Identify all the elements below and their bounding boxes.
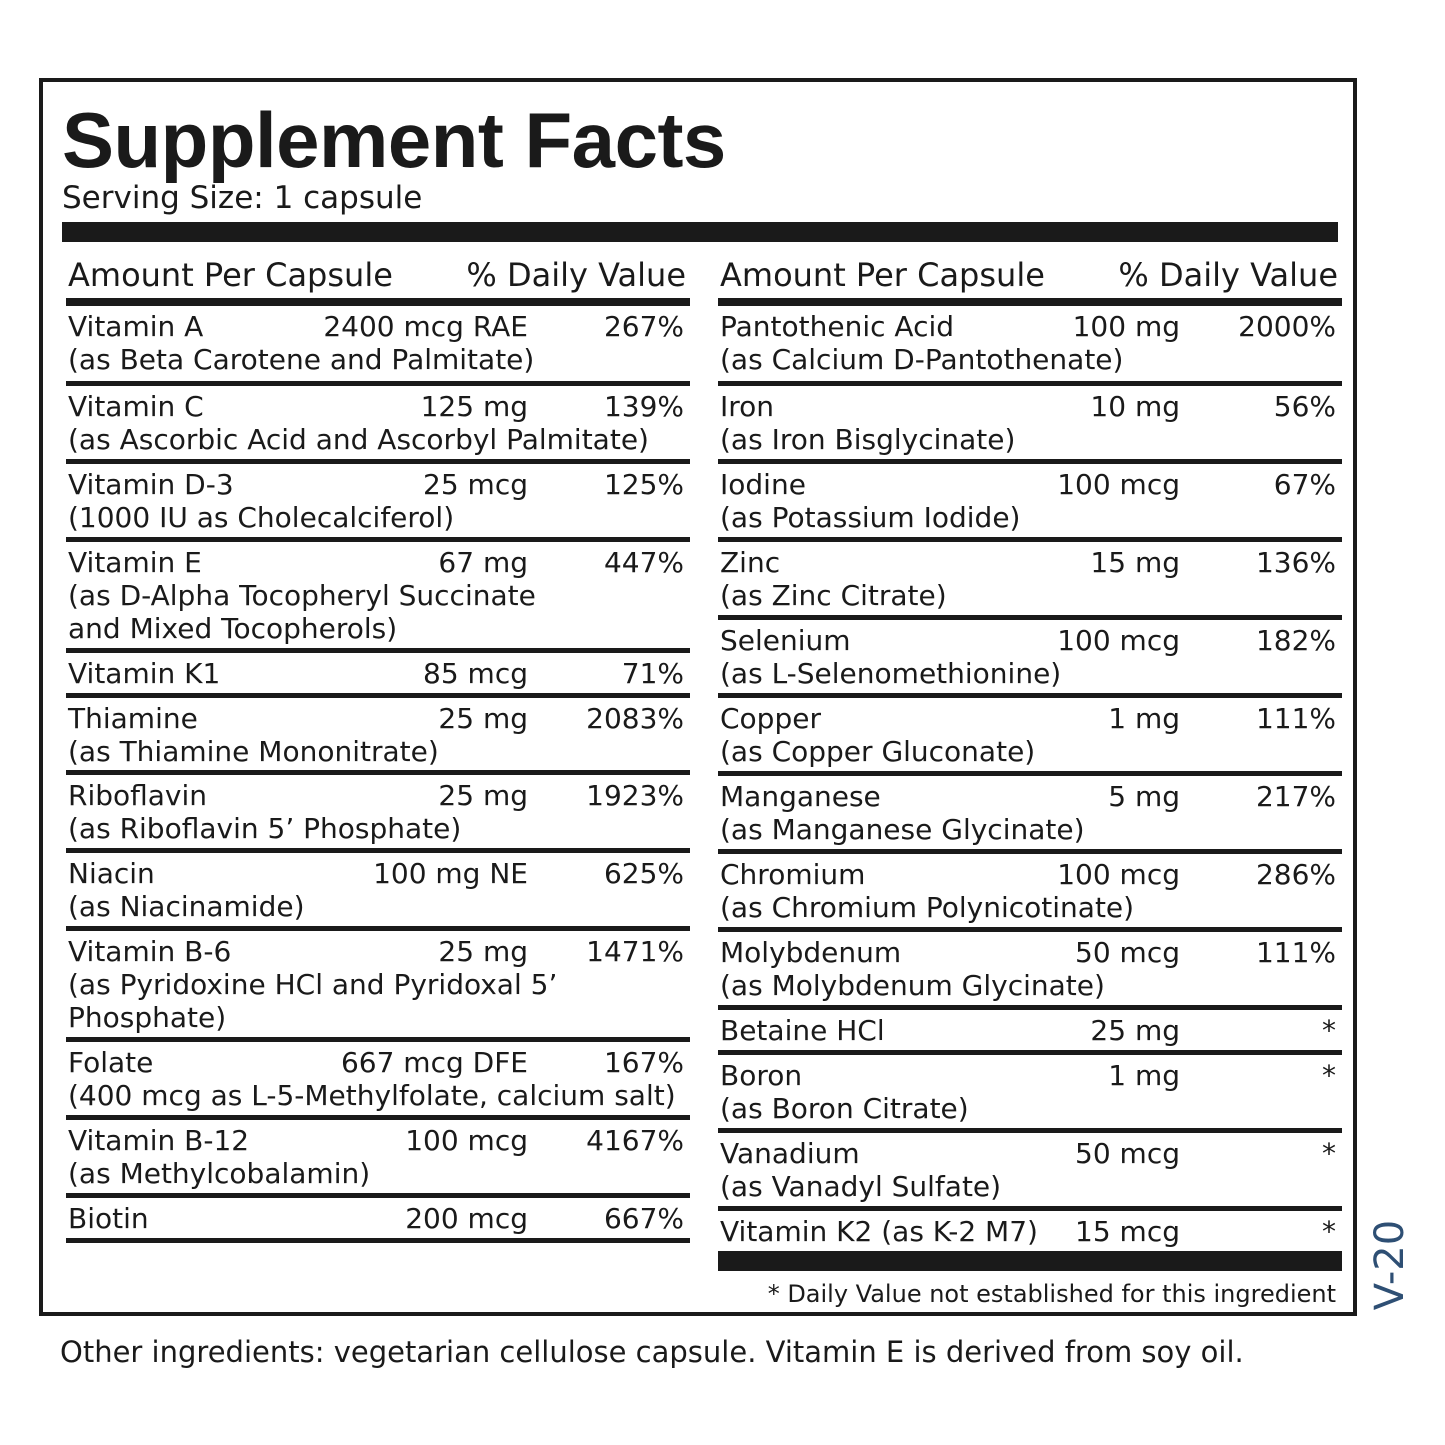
nutrient-row-manganese (718, 776, 1342, 854)
serving-size: Serving Size: 1 capsule (62, 180, 423, 216)
nutrient-amount: 25 mg (438, 702, 528, 735)
daily-value-percent: 67% (1273, 468, 1336, 501)
nutrient-source: and Mixed Tocopherols) (68, 612, 398, 645)
daily-value-label: % Daily Value (1118, 256, 1338, 294)
nutrient-name: Vitamin B-6 (68, 935, 232, 968)
daily-value-percent: 71% (621, 657, 684, 690)
nutrient-amount: 100 mcg (1057, 858, 1180, 891)
nutrient-name: Thiamine (68, 702, 198, 735)
left-nutrient-column (66, 252, 690, 1243)
daily-value-percent: * (1322, 1059, 1336, 1092)
nutrient-amount: 100 mcg (405, 1124, 528, 1157)
nutrient-source: (as Chromium Polynicotinate) (720, 891, 1135, 924)
nutrient-source: (as Methylcobalamin) (68, 1157, 371, 1190)
nutrient-row-vitamin-c (66, 386, 690, 464)
nutrient-name: Vitamin A (68, 310, 204, 343)
other-ingredients: Other ingredients: vegetarian cellulose capsule. Vitamin E is derived from soy oil. (60, 1335, 1244, 1369)
nutrient-source: (as Iron Bisglycinate) (720, 423, 1016, 456)
nutrient-amount: 100 mcg (1057, 624, 1180, 657)
nutrient-name: Betaine HCl (720, 1014, 885, 1047)
nutrient-name: Pantothenic Acid (720, 310, 955, 343)
daily-value-percent: 125% (603, 468, 684, 501)
nutrient-name: Iodine (720, 468, 806, 501)
nutrient-row-iron (718, 386, 1342, 464)
daily-value-percent: 111% (1255, 702, 1336, 735)
page-title: Supplement Facts (62, 96, 726, 184)
nutrient-row-vitamin-d-3 (66, 464, 690, 542)
nutrient-name: Vitamin C (68, 390, 204, 423)
nutrient-name: Zinc (720, 546, 781, 579)
nutrient-name: Niacin (68, 857, 155, 890)
nutrient-name: Biotin (68, 1202, 149, 1235)
daily-value-percent: 447% (603, 546, 684, 579)
nutrient-amount: 100 mcg (1057, 468, 1180, 501)
amount-per-capsule-label: Amount Per Capsule (68, 256, 393, 294)
nutrient-name: Iron (720, 390, 775, 423)
nutrient-amount: 125 mg (420, 390, 528, 423)
nutrient-row-iodine (718, 464, 1342, 542)
nutrient-source: (as Niacinamide) (68, 890, 305, 923)
nutrient-source: (as Calcium D-Pantothenate) (720, 343, 1124, 376)
daily-value-percent: 139% (603, 390, 684, 423)
nutrient-amount: 200 mcg (405, 1202, 528, 1235)
nutrient-row-biotin (66, 1198, 690, 1243)
daily-value-percent: 2083% (586, 702, 684, 735)
right-nutrient-column (718, 252, 1342, 1256)
nutrient-source: (as Ascorbic Acid and Ascorbyl Palmitate) (68, 423, 649, 456)
nutrient-source: (as Copper Gluconate) (720, 735, 1036, 768)
nutrient-row-vitamin-a (66, 306, 690, 386)
nutrient-row-thiamine (66, 698, 690, 775)
nutrient-row-vanadium (718, 1133, 1342, 1211)
nutrient-row-pantothenic-acid (718, 306, 1342, 386)
nutrient-row-zinc (718, 542, 1342, 620)
daily-value-label: % Daily Value (466, 256, 686, 294)
nutrient-name: Molybdenum (720, 936, 902, 969)
nutrient-name: Vitamin K2 (as K-2 M7) (720, 1215, 1038, 1248)
nutrient-source: (as Pyridoxine HCl and Pyridoxal 5’ (68, 968, 558, 1001)
left-rows (66, 306, 690, 1243)
nutrient-source: (as Potassium Iodide) (720, 501, 1021, 534)
nutrient-source: (as L-Selenomethionine) (720, 657, 1062, 690)
nutrient-source: (as Beta Carotene and Palmitate) (68, 343, 535, 376)
nutrient-name: Manganese (720, 780, 881, 813)
daily-value-percent: 111% (1255, 936, 1336, 969)
daily-value-percent: 286% (1255, 858, 1336, 891)
nutrient-source: (400 mcg as L-5-Methylfolate, calcium salt) (68, 1079, 676, 1112)
nutrient-amount: 100 mg (1072, 310, 1180, 343)
nutrient-name: Copper (720, 702, 821, 735)
nutrient-amount: 1 mg (1108, 1059, 1180, 1092)
nutrient-amount: 85 mcg (423, 657, 528, 690)
nutrient-name: Vanadium (720, 1137, 860, 1170)
nutrient-amount: 25 mg (1090, 1014, 1180, 1047)
nutrient-name: Chromium (720, 858, 866, 891)
right-rows (718, 306, 1342, 1256)
nutrient-amount: 25 mg (438, 779, 528, 812)
daily-value-percent: 667% (603, 1202, 684, 1235)
nutrient-source: (as Manganese Glycinate) (720, 813, 1085, 846)
left-column-header (66, 252, 690, 306)
daily-value-percent: * (1322, 1137, 1336, 1170)
daily-value-percent: 1471% (586, 935, 684, 968)
version-label: V-20 (1367, 1219, 1413, 1311)
nutrient-amount: 1 mg (1108, 702, 1180, 735)
nutrient-source: (as Riboflavin 5’ Phosphate) (68, 812, 462, 845)
nutrient-name: Vitamin K1 (68, 657, 221, 690)
daily-value-percent: 2000% (1238, 310, 1336, 343)
nutrient-row-vitamin-b-12 (66, 1120, 690, 1198)
nutrient-row-betaine-hcl (718, 1010, 1342, 1055)
daily-value-percent: 217% (1255, 780, 1336, 813)
nutrient-source: (as Vanadyl Sulfate) (720, 1170, 1002, 1203)
daily-value-percent: 267% (603, 310, 684, 343)
nutrient-amount: 25 mcg (423, 468, 528, 501)
daily-value-percent: 182% (1255, 624, 1336, 657)
nutrient-row-vitamin-k1 (66, 653, 690, 698)
daily-value-percent: 1923% (586, 779, 684, 812)
amount-per-capsule-label: Amount Per Capsule (720, 256, 1045, 294)
nutrient-row-boron (718, 1055, 1342, 1133)
nutrient-amount: 15 mg (1090, 546, 1180, 579)
nutrient-row-folate (66, 1042, 690, 1120)
nutrient-row-selenium (718, 620, 1342, 698)
daily-value-percent: 167% (603, 1046, 684, 1079)
header-divider-bar (62, 222, 1338, 242)
nutrient-source: Phosphate) (68, 1001, 227, 1034)
nutrient-row-vitamin-b-6 (66, 931, 690, 1042)
footer-divider-bar (718, 1251, 1342, 1271)
nutrient-row-molybdenum (718, 932, 1342, 1010)
nutrient-source: (as D-Alpha Tocopheryl Succinate (68, 579, 536, 612)
daily-value-percent: 625% (603, 857, 684, 890)
daily-value-percent: * (1322, 1014, 1336, 1047)
nutrient-row-niacin (66, 853, 690, 931)
nutrient-source: (as Thiamine Mononitrate) (68, 735, 439, 768)
nutrient-name: Folate (68, 1046, 154, 1079)
nutrient-name: Riboflavin (68, 779, 208, 812)
daily-value-percent: 136% (1255, 546, 1336, 579)
nutrient-row-chromium (718, 854, 1342, 932)
nutrient-amount: 667 mcg DFE (340, 1046, 528, 1079)
nutrient-amount: 2400 mcg RAE (323, 310, 528, 343)
nutrient-amount: 5 mg (1108, 780, 1180, 813)
nutrient-amount: 15 mcg (1075, 1215, 1180, 1248)
nutrient-amount: 25 mg (438, 935, 528, 968)
nutrient-amount: 50 mcg (1075, 1137, 1180, 1170)
nutrient-row-riboflavin (66, 775, 690, 853)
nutrient-row-vitamin-e (66, 542, 690, 653)
nutrient-amount: 10 mg (1090, 390, 1180, 423)
nutrient-row-vitamin-k2-as-k-2-m7 (718, 1211, 1342, 1256)
nutrient-source: (as Zinc Citrate) (720, 579, 947, 612)
daily-value-percent: 4167% (586, 1124, 684, 1157)
daily-value-percent: 56% (1273, 390, 1336, 423)
nutrient-amount: 50 mcg (1075, 936, 1180, 969)
nutrient-source: (1000 IU as Cholecalciferol) (68, 501, 455, 534)
nutrient-source: (as Boron Citrate) (720, 1092, 969, 1125)
nutrient-row-copper (718, 698, 1342, 776)
nutrient-source: (as Molybdenum Glycinate) (720, 969, 1105, 1002)
nutrient-name: Vitamin E (68, 546, 202, 579)
right-column-header (718, 252, 1342, 306)
nutrient-amount: 67 mg (438, 546, 528, 579)
daily-value-footnote: * Daily Value not established for this ingredient (767, 1280, 1336, 1308)
daily-value-percent: * (1322, 1215, 1336, 1248)
nutrient-name: Selenium (720, 624, 851, 657)
nutrient-name: Vitamin D-3 (68, 468, 234, 501)
version-code (1368, 1210, 1412, 1320)
nutrient-amount: 100 mg NE (373, 857, 528, 890)
nutrient-name: Boron (720, 1059, 803, 1092)
nutrient-name: Vitamin B-12 (68, 1124, 250, 1157)
